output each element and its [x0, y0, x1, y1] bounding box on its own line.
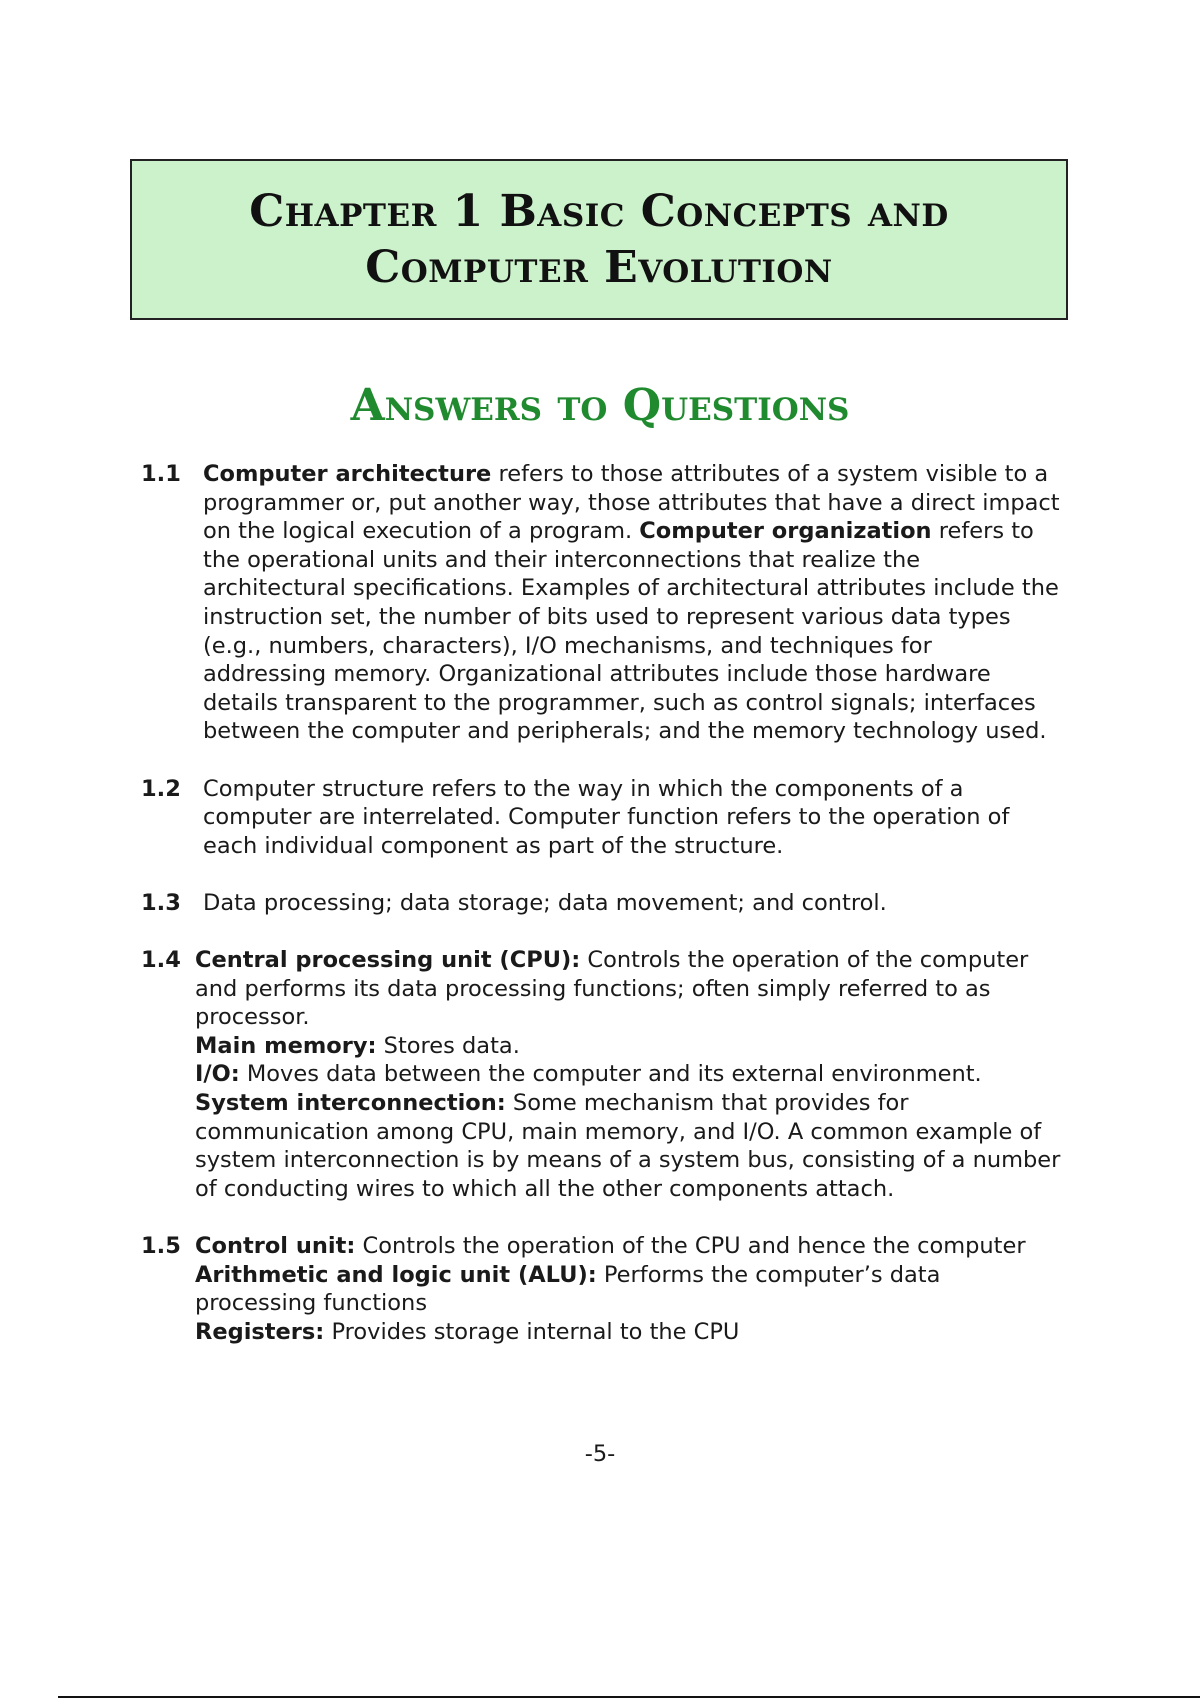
answer-body [195, 946, 1061, 1203]
term: Control unit: [195, 1233, 356, 1260]
definition-registers [195, 1318, 1061, 1347]
definition-io [195, 1060, 1061, 1089]
answer-number: 1.3 [141, 889, 181, 916]
answer-1-4 [141, 946, 1061, 1203]
definition-text: Stores data. [376, 1032, 520, 1059]
section-title: Answers to Questions [350, 380, 850, 431]
answer-1-2 [141, 775, 1061, 861]
answer-text: refers to the operational units and their interconnections that realize the architectural specifications. Examples of architectural attributes include the instruction set, the number of bits used to represent various data types (e.g., numbers, characters), I/O mechanisms, and techniques for addressing memory. Organizational attributes include those hardware details transparent to the programmer, such as control signals; interfaces between the computer and peripherals; and the memory technology used. [203, 518, 1059, 745]
answer-paragraph [203, 460, 1061, 746]
answer-paragraph: Data processing; data storage; data movement; and control. [203, 889, 887, 916]
answer-1-5 [141, 1232, 1061, 1346]
definition-system-interconnection [195, 1089, 1061, 1203]
chapter-header-box [130, 159, 1068, 320]
answer-text: refers to those attributes of a system visible to a programmer or, put another way, those attributes that have a direct impact on the logical execution of a program. [203, 461, 1060, 545]
term: Arithmetic and logic unit (ALU): [195, 1261, 597, 1288]
answer-paragraph: Computer structure refers to the way in which the components of a computer are interrelated. Computer function refers to the operation of each individual component as part of the structure. [203, 775, 1010, 859]
page-number: -5- [584, 1441, 616, 1467]
definition-text: Controls the operation of the computer and performs its data processing functions; often simply referred to as processor. [195, 947, 1029, 1031]
definition-text: Provides storage internal to the CPU [324, 1318, 740, 1345]
answers-list [141, 460, 1061, 1375]
answer-number: 1.1 [141, 461, 181, 487]
term: Registers: [195, 1318, 325, 1345]
term: I/O: [195, 1061, 240, 1088]
definition-main-memory [195, 1032, 1061, 1061]
answer-number: 1.4 [141, 947, 181, 974]
answer-number: 1.5 [141, 1233, 181, 1260]
answer-1-3 [141, 889, 1061, 918]
answer-number: 1.2 [141, 775, 181, 802]
term: System interconnection: [195, 1090, 506, 1117]
definition-alu [195, 1261, 1061, 1318]
definition-text: Performs the computer’s data processing functions [195, 1261, 941, 1317]
definition-text: Moves data between the computer and its external environment. [239, 1061, 982, 1088]
term-computer-organization: Computer organization [639, 518, 932, 545]
term: Main memory: [195, 1032, 377, 1059]
chapter-title-line-2: Computer Evolution [365, 241, 833, 293]
definition-control-unit [195, 1232, 1061, 1261]
term: Central processing unit (CPU): [195, 947, 581, 974]
chapter-title [249, 184, 949, 296]
answer-body [195, 1232, 1061, 1346]
definition-text: Controls the operation of the CPU and hence the computer [355, 1233, 1026, 1260]
term-computer-architecture: Computer architecture [203, 461, 492, 487]
chapter-title-line-1: Chapter 1 Basic Concepts and [249, 185, 949, 237]
answer-body [203, 460, 1061, 746]
footer-divider [58, 1696, 1200, 1698]
answer-body [203, 889, 1061, 918]
answer-body [203, 775, 1061, 861]
definition-cpu [195, 946, 1061, 1032]
definition-text: Some mechanism that provides for communication among CPU, main memory, and I/O. A common example of system interconnection is by means of a system bus, consisting of a number of conducting wires to which all the other components attach. [195, 1090, 1061, 1202]
answer-1-1 [141, 460, 1061, 746]
